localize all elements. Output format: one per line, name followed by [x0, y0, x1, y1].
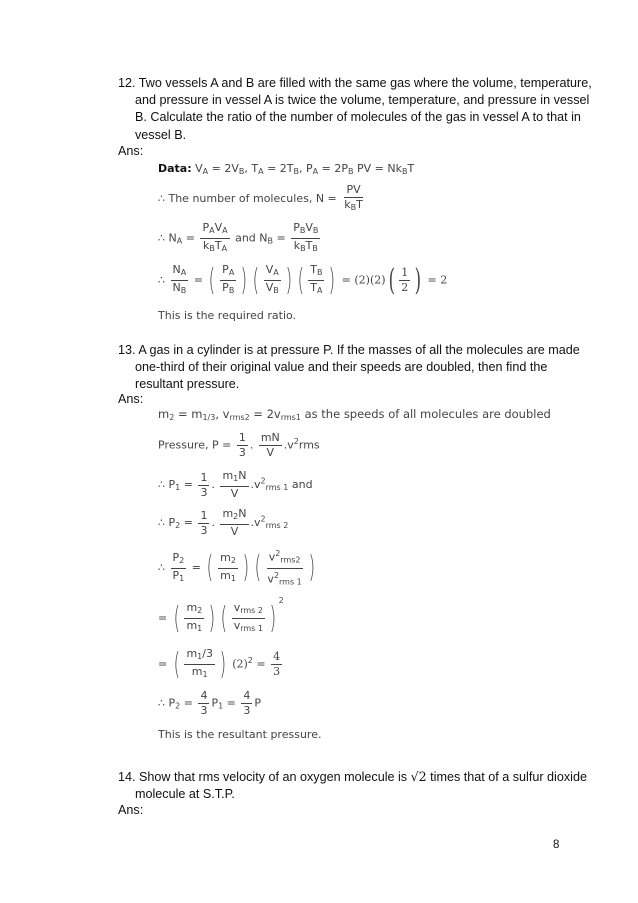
question-text-line: B. Calculate the ratio of the number of molecules of the gas in vessel A to that in	[135, 110, 581, 125]
given-line: $m_2 = m_{1/3}$, $v_{rms2} = 2v_{rms1}$ as the speeds of all molecules are doubled	[158, 407, 551, 422]
step-text: ∴ The number of molecules, N =	[158, 192, 337, 205]
pressure-label: Pressure, P =	[158, 438, 232, 452]
question-number: 14.	[118, 770, 136, 784]
result-value: = 2	[427, 273, 448, 287]
conclusion-text: This is the required ratio.	[158, 309, 297, 322]
answer-label: Ans:	[118, 392, 144, 406]
solution-ratio: ∴ $\frac{N_A}{N_B}$ = ( $\frac{P_A}{P_B}$ ) ( $\frac{V_A}{V_B}$ ) ( $\frac{T_B}{T_A}$ ) = (2)(2) ( $\frac{1}{2}$ ) = 2	[158, 262, 448, 298]
factor: (2)	[232, 657, 248, 671]
p1-formula: ∴ $P_1$ = $\frac{1}{3}$ . $\frac{m_1N}{V}$ $.v^2_{rms 1}$ and	[158, 469, 313, 500]
pressure-formula: Pressure, P = $\frac{1}{3}$ . $\frac{mN}{V}$ $.v^2rms$	[158, 431, 320, 459]
conclusion-text: This is the resultant pressure.	[158, 728, 322, 741]
question-14	[118, 768, 587, 803]
question-text-line: resultant pressure.	[135, 377, 240, 392]
solution-data-line: Data: $V_A = 2V_B$, $T_A = 2T_B$, $P_A = 2P_B$ PV = $Nk_BT$	[158, 162, 415, 176]
ratio-value: = ( $\frac{m_1/3}{m_1}$ ) $(2)^2$ = $\frac{4}{3}$	[158, 646, 281, 682]
given-text: as the speeds of all molecules are doubled	[304, 407, 551, 421]
ratio-substitution: = ( $\frac{m_2}{m_1}$ ) ( $\frac{v_{rms 2}}{v_{rms 1}}$ ) $^2$	[158, 595, 284, 636]
p2-result: ∴ $P_2$ = $\frac{4}{3}$ $P_1$ = $\frac{4}{3}$ P	[158, 689, 262, 717]
answer-label: Ans:	[118, 144, 144, 158]
question-number: 13.	[118, 343, 136, 357]
question-text-line: A gas in a cylinder is at pressure P. If the masses of all the molecules are made	[138, 343, 580, 357]
question-text-line: one-third of their original value and their speeds are doubled, then find the	[135, 360, 548, 375]
question-text-line: Two vessels A and B are filled with the same gas where the volume, temperature,	[138, 76, 592, 90]
answer-label: Ans:	[118, 803, 144, 817]
solution-step-n: ∴ The number of molecules, N = $\frac{PV}{k_BT}$	[158, 183, 363, 212]
and-text: and	[291, 478, 313, 491]
p2-formula: ∴ $P_2$ = $\frac{1}{3}$ . $\frac{m_2N}{V}$ $.v^2_{rms 2}$	[158, 507, 289, 538]
page-number: 8	[553, 839, 560, 851]
p-ratio-formula: ∴ $\frac{P_2}{P_1}$ = ( $\frac{m_2}{m_1}$ ) ( $\frac{v^2_{rms2}}{v^2_{rms 1}}$ )	[158, 549, 315, 587]
sqrt-two: √2	[410, 769, 427, 784]
question-text-line: and pressure in vessel A is twice the volume, temperature, and pressure in vessel	[135, 93, 590, 108]
solution-step-na-nb: ∴ $N_A$ = $\frac{P_AV_A}{k_BT_A}$ and $N_B$ = $\frac{P_BV_B}{k_BT_B}$	[158, 221, 319, 253]
question-text-line: molecule at S.T.P.	[135, 787, 235, 802]
question-number: 12.	[118, 76, 136, 90]
question-text-line: vessel B.	[135, 127, 187, 142]
question-13	[118, 342, 578, 394]
result-product: = (2)(2)	[341, 273, 386, 287]
question-text-line: times that of a sulfur dioxide	[430, 770, 587, 784]
question-text-line: Show that rms velocity of an oxygen molecule is	[139, 770, 408, 784]
and-text: and	[235, 231, 256, 245]
question-12	[118, 75, 592, 144]
data-label: Data:	[158, 162, 192, 175]
